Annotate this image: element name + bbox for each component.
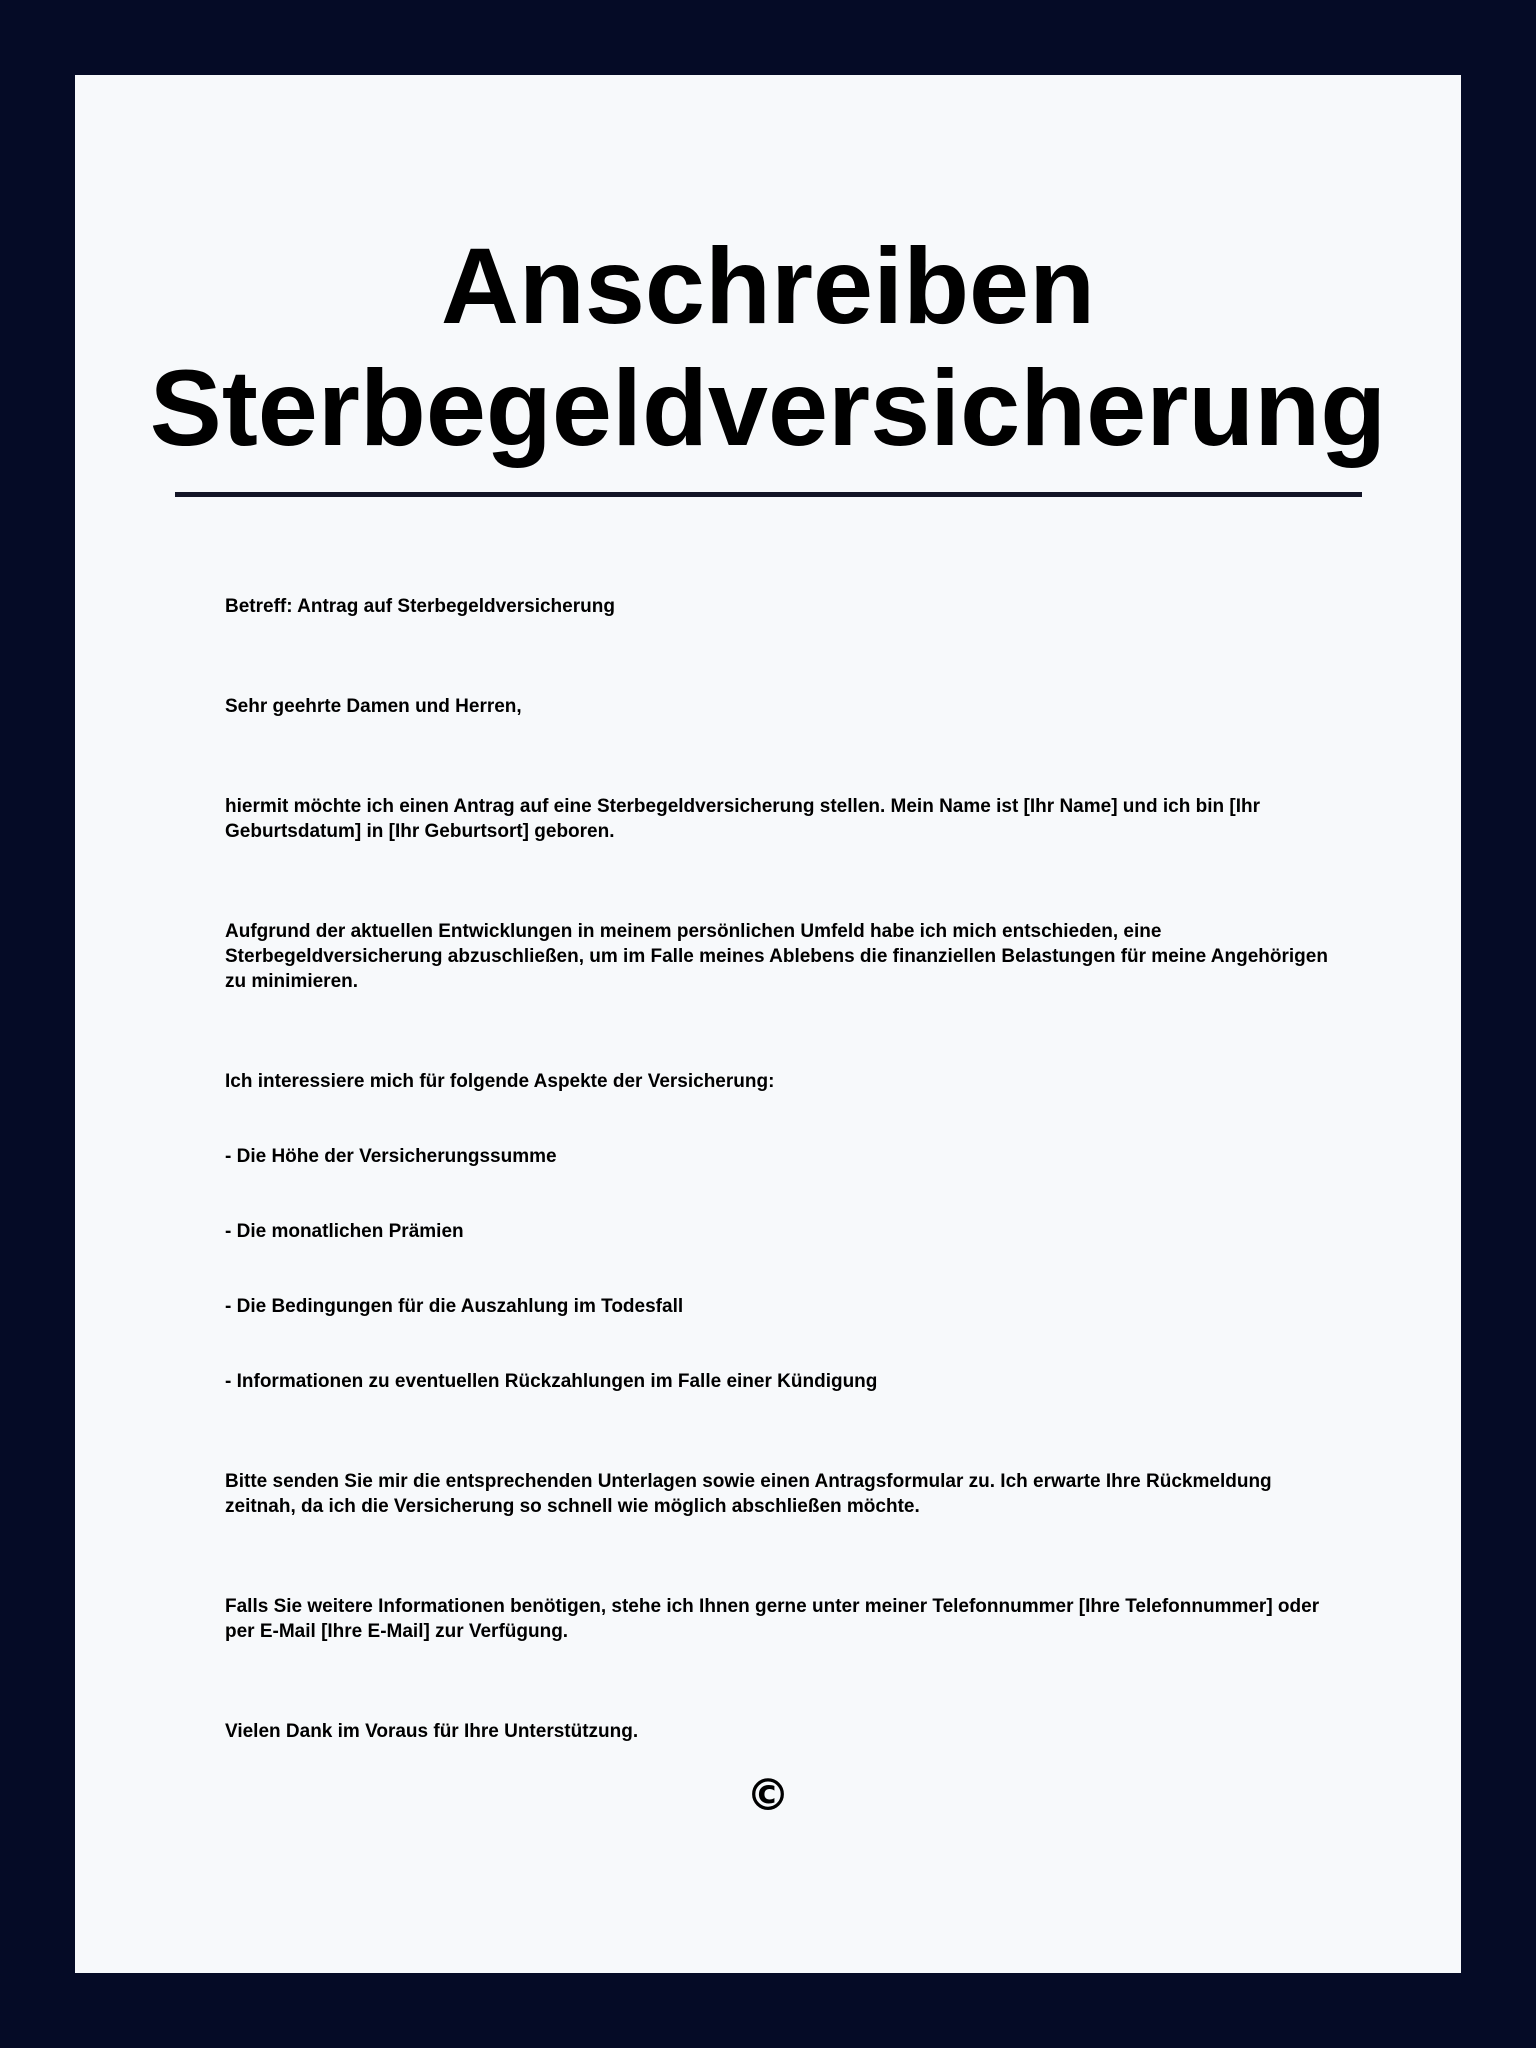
letter-page [75,75,1461,1973]
paragraph-closing: Vielen Dank im Voraus für Ihre Unterstützung. [225,1721,639,1742]
page-title [75,225,1461,469]
title-line-2: Sterbegeldversicherung [149,347,1387,468]
list-item-monthly-premiums: - Die monatlichen Prämien [225,1221,464,1242]
title-line-1: Anschreiben [440,225,1096,346]
list-item-payout-conditions: - Die Bedingungen für die Auszahlung im Todesfall [225,1296,684,1317]
paragraph-reason: Aufgrund der aktuellen Entwicklungen in meinem persönlichen Umfeld habe ich mich entschieden, eine Sterbegeldversicherung abzuschließen, um im Falle meines Ablebens die finanziellen Belastungen für meine Angehörigen zu minimieren. [225,921,1328,992]
list-item-refunds: - Informationen zu eventuellen Rückzahlungen im Falle einer Kündigung [225,1371,878,1392]
subject-line: Betreff: Antrag auf Sterbegeldversicherung [225,596,615,617]
paragraph-intro: hiermit möchte ich einen Antrag auf eine Sterbegeldversicherung stellen. Mein Name ist [Ihr Name] und ich bin [Ihr Geburtsdatum] in [Ihr Geburtsort] geboren. [225,796,1260,842]
salutation: Sehr geehrte Damen und Herren, [225,696,522,717]
paragraph-request: Bitte senden Sie mir die entsprechenden Unterlagen sowie einen Antragsformular zu. Ich erwarte Ihre Rückmeldung zeitnah, da ich die Versicherung so schnell wie möglich abschließen möchte. [225,1471,1272,1517]
paragraph-interest: Ich interessiere mich für folgende Aspekte der Versicherung: [225,1071,775,1092]
list-item-insurance-sum: - Die Höhe der Versicherungssumme [225,1146,557,1167]
title-divider [175,492,1362,497]
paragraph-contact: Falls Sie weitere Informationen benötigen, stehe ich Ihnen gerne unter meiner Telefonnummer [Ihre Telefonnummer] oder per E-Mail [Ihre E-Mail] zur Verfügung. [225,1596,1320,1642]
copyright-icon: © [746,1770,790,1821]
